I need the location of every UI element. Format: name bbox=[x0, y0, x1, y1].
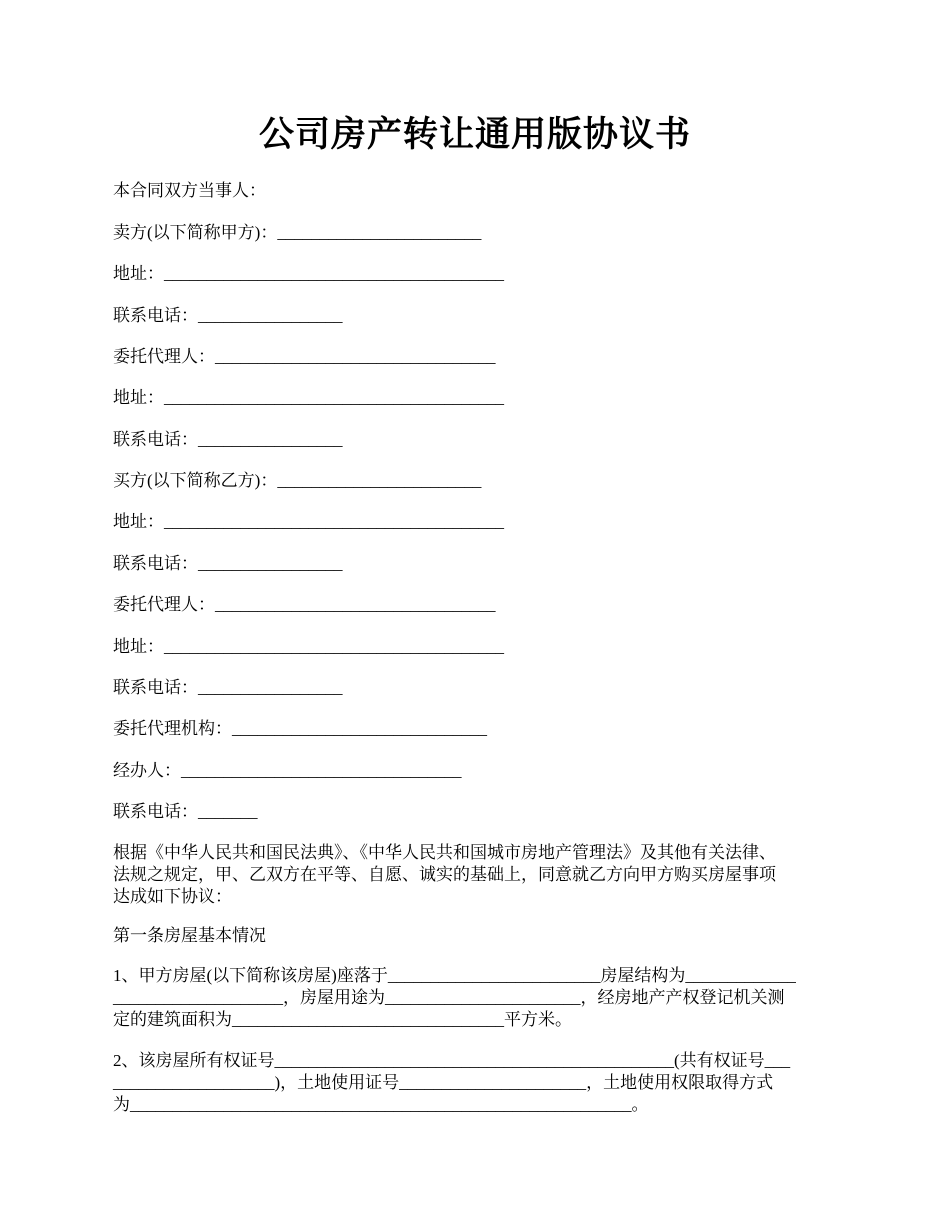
field-label: 联系电话： bbox=[113, 430, 198, 449]
field-blank: ________________________________________ bbox=[164, 637, 504, 656]
buyer-field bbox=[113, 470, 481, 492]
field-label: 地址： bbox=[113, 512, 164, 531]
field-blank: _________________________________ bbox=[215, 595, 496, 614]
intro-text: 本合同双方当事人： bbox=[113, 181, 266, 200]
field-label: 联系电话： bbox=[113, 802, 198, 821]
field-blank: _________________ bbox=[198, 554, 343, 573]
field-blank: ______________________________ bbox=[232, 719, 487, 738]
seller-agent-field bbox=[113, 346, 496, 368]
field-label: 买方(以下简称乙方)： bbox=[113, 471, 278, 490]
field-blank: _________________ bbox=[198, 430, 343, 449]
field-label: 经办人： bbox=[113, 761, 181, 780]
clause-line: ___________________)，土地使用证号______________________，土地使用权限取得方式 bbox=[113, 1073, 774, 1092]
buyer-agent-phone-field bbox=[113, 677, 343, 699]
buyer-agent-address-field bbox=[113, 636, 504, 658]
agency-field bbox=[113, 718, 487, 740]
seller-address-field bbox=[113, 263, 504, 285]
seller-phone-field bbox=[113, 305, 343, 327]
field-blank: ________________________________________ bbox=[164, 512, 504, 531]
buyer-address-field bbox=[113, 511, 504, 533]
field-label: 委托代理机构： bbox=[113, 719, 232, 738]
preamble-line: 达成如下协议： bbox=[113, 887, 232, 906]
field-blank: _________________________________ bbox=[181, 761, 462, 780]
field-blank: ________________________ bbox=[277, 471, 482, 490]
handler-phone-field bbox=[113, 801, 258, 823]
field-label: 地址： bbox=[113, 264, 164, 283]
clause-line: 为___________________________________________________________。 bbox=[113, 1095, 649, 1114]
document-title: 公司房产转让通用版协议书 bbox=[258, 115, 691, 154]
field-label: 联系电话： bbox=[113, 554, 198, 573]
field-label: 地址： bbox=[113, 637, 164, 656]
clause-line: 1、甲方房屋(以下简称该房屋)座落于_________________________房屋结构为_____________ bbox=[113, 966, 796, 985]
seller-field bbox=[113, 222, 481, 244]
clause-line: 2、该房屋所有权证号_______________________________________________(共有权证号___ bbox=[113, 1051, 791, 1070]
clause-line: ____________________，房屋用途为_______________________，经房地产产权登记机关测 bbox=[113, 988, 785, 1007]
preamble-line: 法规之规定，甲、乙双方在平等、自愿、诚实的基础上，同意就乙方向甲方购买房屋事项 bbox=[113, 865, 776, 884]
field-label: 委托代理人： bbox=[113, 347, 215, 366]
clause-line: 定的建筑面积为________________________________平方米。 bbox=[113, 1010, 572, 1029]
field-blank: _______ bbox=[198, 802, 258, 821]
field-blank: _________________________________ bbox=[215, 347, 496, 366]
field-blank: ________________________________________ bbox=[164, 264, 504, 283]
buyer-phone-field bbox=[113, 553, 343, 575]
field-label: 委托代理人： bbox=[113, 595, 215, 614]
field-blank: ________________________________________ bbox=[164, 388, 504, 407]
field-label: 联系电话： bbox=[113, 306, 198, 325]
clause-2-paragraph bbox=[113, 1050, 858, 1116]
field-blank: _________________ bbox=[198, 678, 343, 697]
field-blank: _________________ bbox=[198, 306, 343, 325]
field-label: 联系电话： bbox=[113, 678, 198, 697]
field-label: 地址： bbox=[113, 388, 164, 407]
preamble-line: 根据《中华人民共和国民法典》、《中华人民共和国城市房地产管理法》及其他有关法律、 bbox=[113, 843, 776, 862]
seller-agent-address-field bbox=[113, 387, 504, 409]
buyer-agent-field bbox=[113, 594, 496, 616]
field-blank: ________________________ bbox=[277, 223, 482, 242]
field-label: 卖方(以下简称甲方)： bbox=[113, 223, 278, 242]
handler-field bbox=[113, 760, 462, 782]
preamble-paragraph bbox=[113, 842, 858, 908]
article-1-heading: 第一条房屋基本情况 bbox=[113, 926, 266, 945]
clause-1-paragraph bbox=[113, 965, 858, 1031]
seller-agent-phone-field bbox=[113, 429, 343, 451]
